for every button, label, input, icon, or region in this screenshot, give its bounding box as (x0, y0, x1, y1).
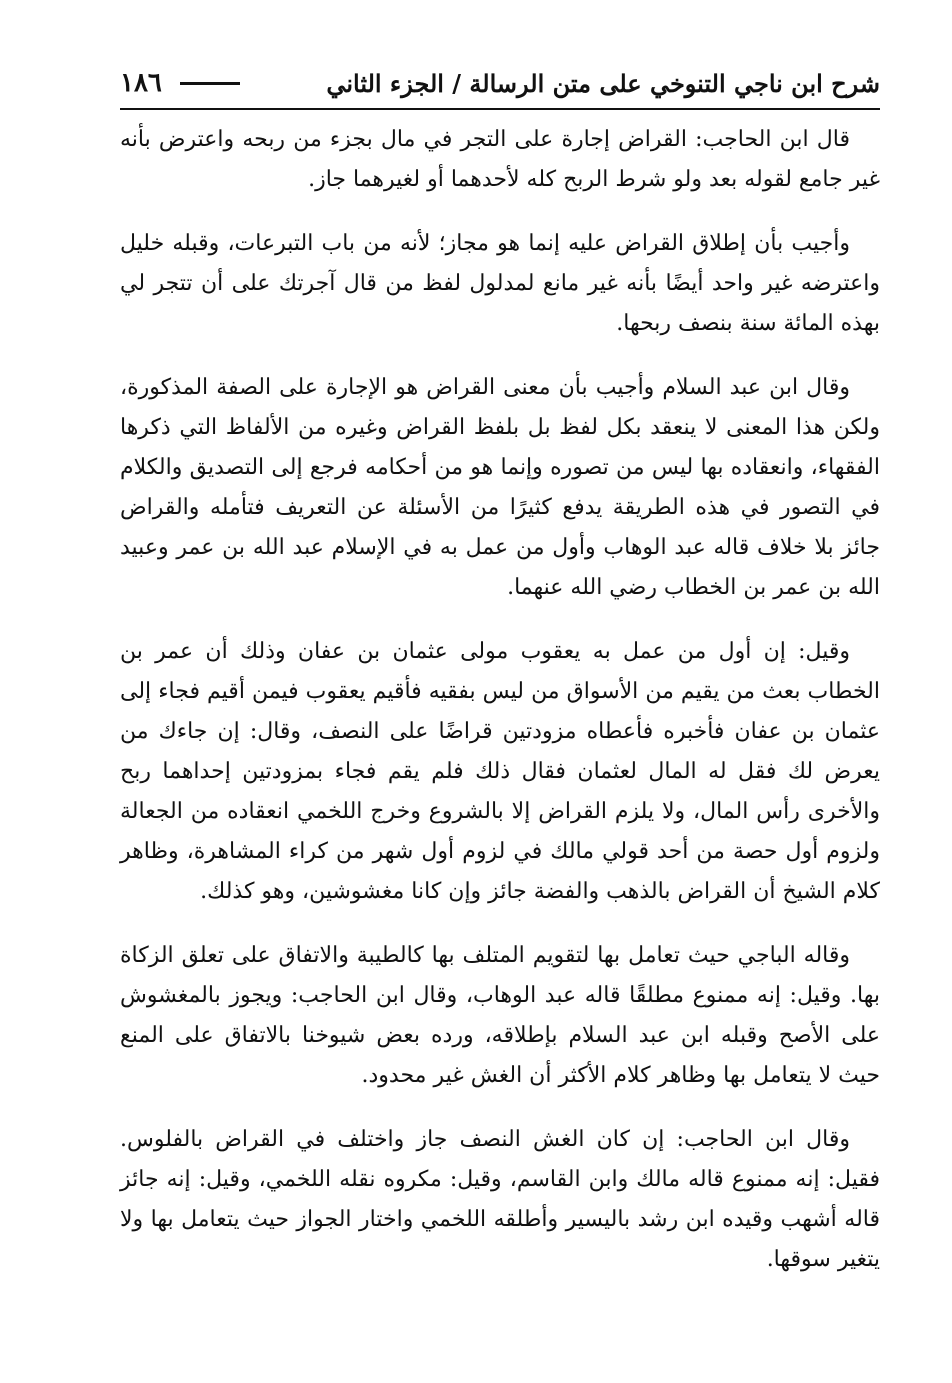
paragraph-4: وقيل: إن أول من عمل به يعقوب مولى عثمان بن عفان وذلك أن عمر بن الخطاب بعث من يقيم من الأسواق من ليس بفقيه فأقيم يعقوب فيمن أقيم فجاء إلى عثمان بن عفان فأخبره فأعطاه مزودتين قراضًا على النصف، وقال: إن جاءك من يعرض لك فقل له المال لعثمان فقال ذلك فلم يقم فجاء بمزودتين إحداهما ربح والأخرى رأس المال، ولا يلزم القراض إلا بالشروع وخرج اللخمي انعقاده من الجعالة ولزوم أول حصة من أحد قولي مالك في لزوم أول شهر من كراء المشاهرة، وظاهر كلام الشيخ أن القراض بالذهب والفضة جائز وإن كانا مغشوشين، وهو كذلك. (120, 639, 880, 904)
paragraph-1: قال ابن الحاجب: القراض إجارة على التجر في مال بجزء من ربحه واعترض بأنه غير جامع لقوله بعد ولو شرط الربح كله لأحدهما أو لغيرهما جاز. (120, 127, 880, 192)
page-number: ١٨٦ (120, 68, 162, 98)
header-number-group (120, 68, 240, 98)
paragraph-6: وقال ابن الحاجب: إن كان الغش النصف جاز واختلف في القراض بالفلوس. فقيل: إنه ممنوع قاله مالك وابن القاسم، وقيل: مكروه نقله اللخمي، وقيل: إنه جائز قاله أشهب وقيده ابن رشد باليسير وأطلقه اللخمي واختار الجواز حيث يتعامل بها ولا يتغير سوقها. (120, 1127, 880, 1272)
running-title: شرح ابن ناجي التنوخي على متن الرسالة / الجزء الثاني (326, 68, 880, 98)
page-header (120, 58, 880, 110)
paragraph-5: وقاله الباجي حيث تعامل بها لتقويم المتلف بها كالطيبة والاتفاق على تعلق الزكاة بها. وقيل: إنه ممنوع مطلقًا قاله عبد الوهاب، وقال ابن الحاجب: ويجوز بالمغشوش على الأصح وقبله ابن عبد السلام بإطلاقه، ورده بعض شيوخنا بالاتفاق على المنع حيث لا يتعامل بها وظاهر كلام الأكثر أن الغش غير محدود. (120, 943, 880, 1088)
paragraph-2: وأجيب بأن إطلاق القراض عليه إنما هو مجاز؛ لأنه من باب التبرعات، وقبله خليل واعترضه غير واحد أيضًا بأنه غير مانع لمدلول لفظ من قال آجرتك على أن تتجر لي بهذه المائة سنة بنصف ربحها. (120, 231, 880, 336)
book-page (120, 58, 880, 1304)
header-rule (180, 82, 240, 85)
paragraph-3: وقال ابن عبد السلام وأجيب بأن معنى القراض هو الإجارة على الصفة المذكورة، ولكن هذا المعنى لا ينعقد بكل لفظ بل بلفظ القراض وغيره من الألفاظ التي ذكرها الفقهاء، وانعقاده بها ليس من تصوره وإنما هو من أحكامه فرجع إلى التصديق والكلام في التصور في هذه الطريقة يدفع كثيرًا من الأسئلة عن التعريف فتأمله والقراض جائز بلا خلاف قاله عبد الوهاب وأول من عمل به في الإسلام عبد الله بن عمر وعبيد الله بن عمر بن الخطاب رضي الله عنهما. (120, 375, 880, 600)
